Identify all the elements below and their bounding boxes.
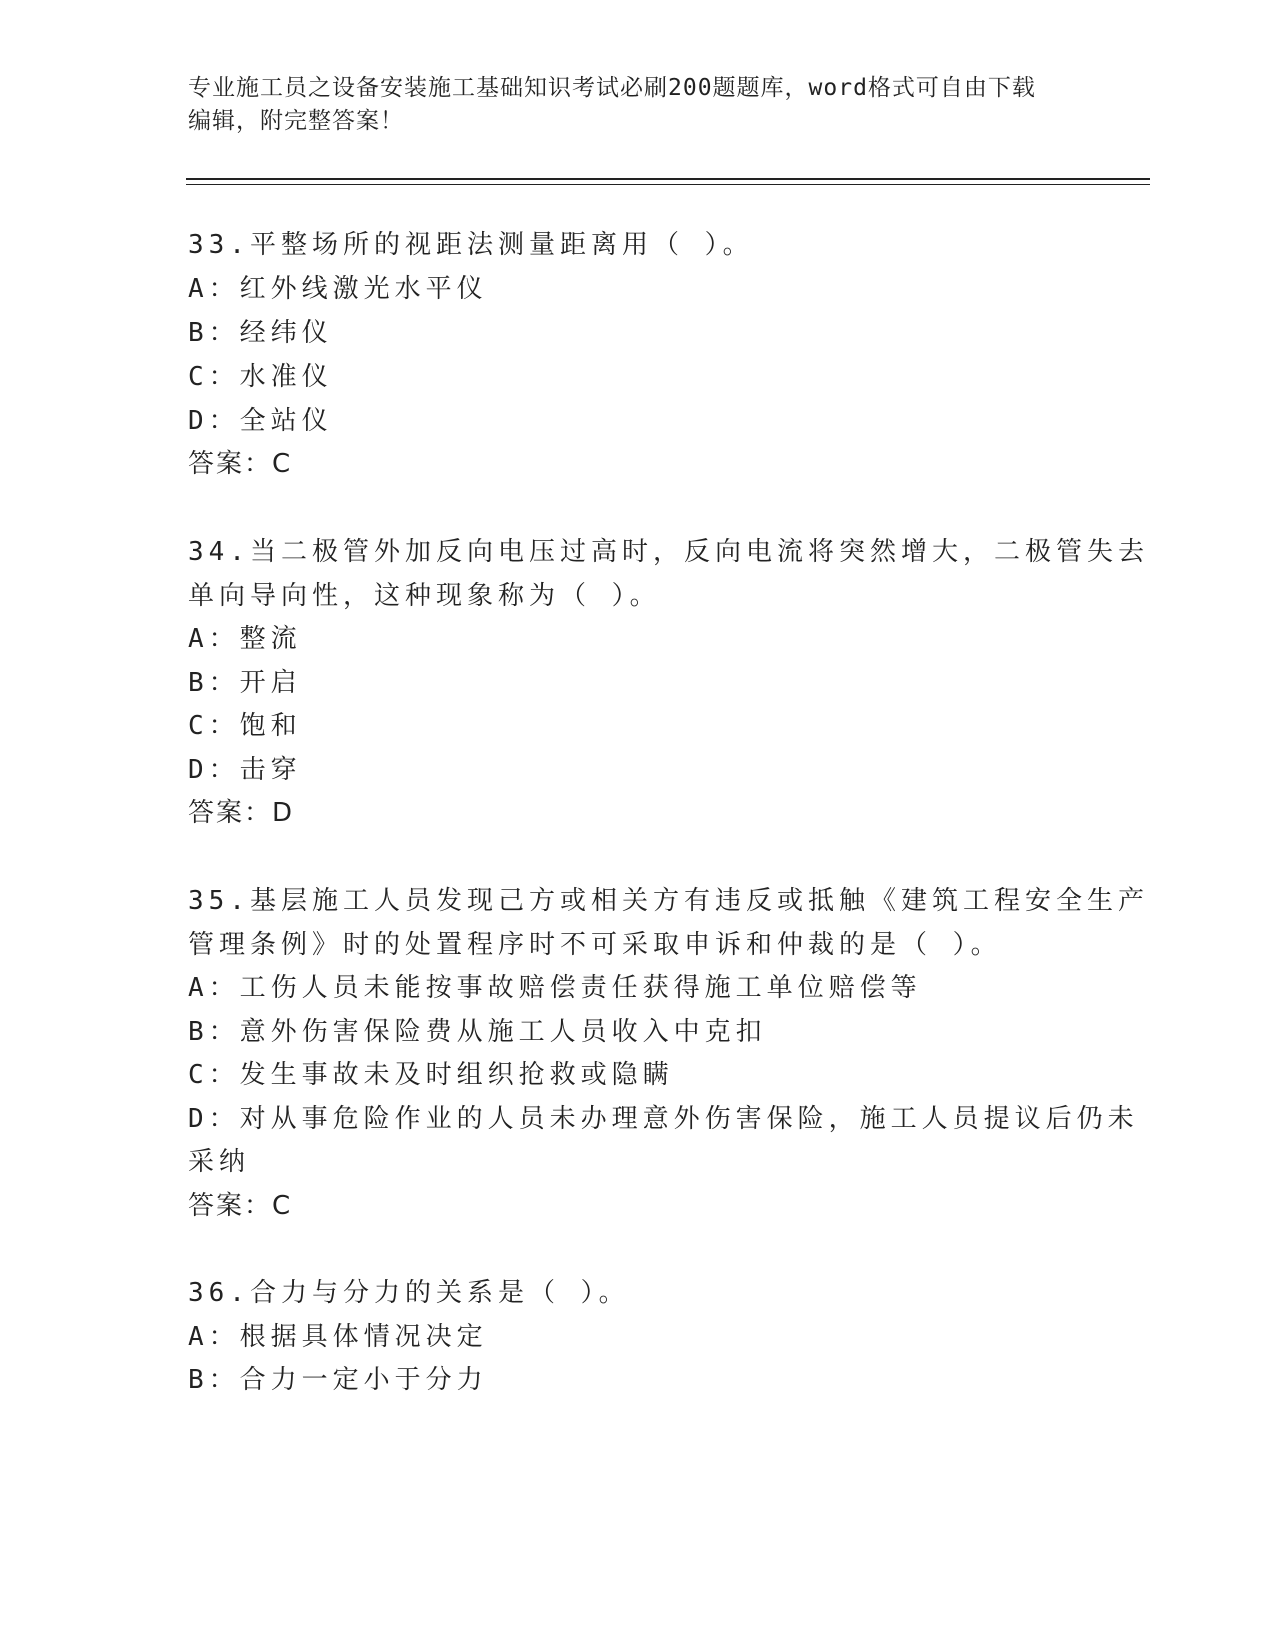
option-d: D：全站仪 (188, 406, 333, 436)
option-a: A：工伤人员未能按事故赔偿责任获得施工单位赔偿等 (188, 973, 922, 1003)
option-b: B：经纬仪 (188, 318, 333, 348)
option-b: B：开启 (188, 668, 302, 698)
option-c: C：饱和 (188, 711, 302, 741)
option-c: C：发生事故未及时组织抢救或隐瞒 (188, 1060, 674, 1090)
option-d: D：击穿 (188, 755, 302, 785)
question-text: 33.平整场所的视距法测量距离用（ ）。 (188, 230, 754, 260)
answer-line: 答案：C (188, 1191, 293, 1221)
answer-line: 答案：C (188, 449, 293, 479)
option-a: A：红外线激光水平仪 (188, 274, 488, 304)
option-b: B：意外伤害保险费从施工人员收入中克扣 (188, 1017, 767, 1047)
question-text: 36.合力与分力的关系是（ ）。 (188, 1278, 630, 1308)
header-divider (186, 178, 1150, 185)
page-header (188, 72, 1088, 138)
question-text-line-1: 35.基层施工人员发现己方或相关方有违反或抵触《建筑工程安全生产 (188, 886, 1149, 916)
option-a: A：根据具体情况决定 (188, 1322, 488, 1352)
question-text-line-2: 单向导向性，这种现象称为（ ）。 (188, 581, 661, 611)
option-b: B：合力一定小于分力 (188, 1365, 488, 1395)
option-d: D：对从事危险作业的人员未办理意外伤害保险，施工人员提议后仍未 (188, 1104, 1139, 1134)
option-d-continued: 采纳 (188, 1147, 251, 1177)
option-c: C：水准仪 (188, 362, 333, 392)
option-a: A：整流 (188, 624, 302, 654)
question-text-line-1: 34.当二极管外加反向电压过高时，反向电流将突然增大，二极管失去 (188, 537, 1149, 567)
header-title-line-1: 专业施工员之设备安装施工基础知识考试必刷200题题库，word格式可自由下载 (188, 75, 1036, 101)
answer-line: 答案：D (188, 798, 295, 828)
question-text-line-2: 管理条例》时的处置程序时不可采取申诉和仲裁的是（ ）。 (188, 930, 1002, 960)
header-title-line-2: 编辑，附完整答案！ (188, 108, 404, 134)
